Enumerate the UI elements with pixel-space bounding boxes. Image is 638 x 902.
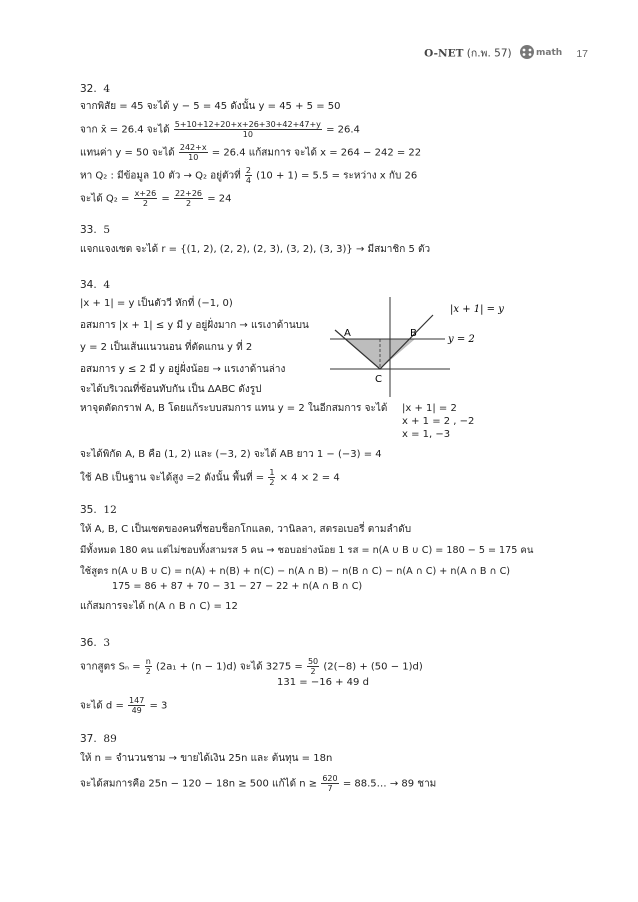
label-abs-equation: |x + 1| = y — [450, 304, 504, 315]
q35-number: 35. 12 — [80, 504, 117, 516]
label-a: A — [344, 328, 351, 339]
q34-graph — [330, 292, 580, 402]
q32-sub-fraction: $\frac{242+x}{10}$ — [179, 143, 207, 162]
logo-text: math — [535, 48, 563, 58]
q32-line2-result: = 26.4 — [326, 124, 360, 136]
q34-line5: จะได้บริเวณที่ซ้อนทับกัน เป็น ΔABC ดังรูป — [80, 384, 262, 395]
q35-line3: ใช้สูตร n(A ∪ B ∪ C) = n(A) + n(B) + n(C) − n(A ∩ B) − n(B ∩ C) − n(A ∩ C) + n(A ∩ B ∩ C) — [80, 566, 511, 577]
label-y2-equation: y = 2 — [448, 334, 475, 345]
q36-d-fraction: $\frac{147}{49}$ — [129, 696, 145, 715]
page-number: 17 — [576, 47, 588, 60]
q35-line2: มีทั้งหมด 180 คน แต่ไม่ชอบทั้งสามรส 5 คน → ชอบอย่างน้อย 1 รส = n(A ∪ B ∪ C) = 180 − 5 = 175 คน — [80, 545, 534, 556]
q33-number: 33. 5 — [80, 224, 111, 236]
q37-number: 37. 89 — [80, 733, 117, 745]
q34-line1: |x + 1| = y เป็นตัววี หักที่ (−1, 0) — [80, 298, 233, 309]
q32-mean-fraction: $\frac{5+10+12+20+x+26+30+42+47+y}{10}$ — [174, 120, 321, 139]
q36-number: 36. 3 — [80, 637, 111, 649]
q34-line7: จะได้พิกัด A, B คือ (1, 2) และ (−3, 2) จะได้ AB ยาว 1 − (−3) = 4 — [80, 449, 382, 460]
q32-num: 32. — [80, 83, 97, 95]
q35-line1: ให้ A, B, C เป็นเซตของคนที่ชอบช็อกโกแลต, วานิลลา, สตรอเบอรี่ ตามลำดับ — [80, 524, 412, 535]
q34-eq2: x + 1 = 2 , −2 — [402, 416, 475, 427]
q35-line4: 175 = 86 + 87 + 70 − 31 − 27 − 22 + n(A ∩ B ∩ C) — [112, 581, 363, 592]
q37-line2: จะได้สมการคือ 25n − 120 − 18n ≥ 500 แก้ได้ n ≥ $\frac{620}{7}$ = 88.5… → 89 ชาม — [80, 774, 437, 793]
q36-line1: จากสูตร Sₙ = $\frac{n}{2}$ (2a₁ + (n − 1)d) จะได้ 3275 = $\frac{50}{2}$ (2(−8) + (50 − 1)d) — [80, 657, 423, 676]
q34-half-fraction: $\frac{1}{2}$ — [269, 468, 275, 487]
q32-number — [80, 83, 110, 95]
q37-line1: ให้ n = จำนวนชาม → ขายได้เงิน 25n และ ต้นทุน = 18n — [80, 753, 333, 764]
q34-eq1: |x + 1| = 2 — [402, 403, 457, 414]
q32-median-fraction-2: $\frac{22+26}{2}$ — [174, 189, 203, 208]
q36-line3: จะได้ d = $\frac{147}{49}$ = 3 — [80, 696, 168, 715]
q36-line2: 131 = −16 + 49 d — [277, 677, 369, 688]
header-subtitle: (ก.พ. 57) — [466, 47, 512, 60]
q32-line1: จากพิสัย = 45 จะได้ y − 5 = 45 ดังนั้น y = 45 + 5 = 50 — [80, 101, 341, 112]
q34-eq3: x = 1, −3 — [402, 429, 451, 440]
q32-line2-text: จาก x̄ = 26.4 จะได้ — [80, 124, 170, 136]
q36-50-over-2: $\frac{50}{2}$ — [307, 657, 319, 676]
q32-answer: 4 — [103, 83, 111, 95]
q33-line1: แจกแจงเซต จะได้ r = {(1, 2), (2, 2), (2, 3), (3, 2), (3, 3)} → มีสมาชิก 5 ตัว — [80, 244, 431, 255]
q32-line4: หา Q₂ : มีข้อมูล 10 ตัว → Q₂ อยู่ตัวที่ $\frac{2}{4}$ (10 + 1) = 5.5 = ระหว่าง x กับ 26 — [80, 166, 418, 185]
q37-fraction: $\frac{620}{7}$ — [322, 774, 338, 793]
math-logo — [519, 44, 563, 63]
q32-median-fraction-1: $\frac{x+26}{2}$ — [134, 189, 157, 208]
label-b: B — [410, 328, 417, 339]
q34-number: 34. 4 — [80, 279, 111, 291]
q32-line2 — [80, 120, 360, 139]
q35-line5: แก้สมการจะได้ n(A ∩ B ∩ C) = 12 — [80, 601, 238, 612]
label-c: C — [375, 374, 382, 385]
q32-pos-fraction: $\frac{2}{4}$ — [245, 166, 251, 185]
q34-line2: อสมการ |x + 1| ≤ y มี y อยู่ฝั่งมาก → แรเงาด้านบน — [80, 320, 309, 331]
header-title: O-NET — [424, 47, 464, 60]
q34-line6: หาจุดตัดกราฟ A, B โดยแก้ระบบสมการ แทน y = 2 ในอีกสมการ จะได้ — [80, 403, 388, 414]
q36-n-over-2: $\frac{n}{2}$ — [145, 657, 151, 676]
q34-line4: อสมการ y ≤ 2 มี y อยู่ฝั่งน้อย → แรเงาด้านล่าง — [80, 364, 286, 375]
q34-line3: y = 2 เป็นเส้นแนวนอน ที่ตัดแกน y ที่ 2 — [80, 342, 253, 353]
q32-line5: จะได้ Q₂ = $\frac{x+26}{2}$ = $\frac{22+26}{2}$ = 24 — [80, 189, 232, 208]
q32-line3: แทนค่า y = 50 จะได้ $\frac{242+x}{10}$ = 26.4 แก้สมการ จะได้ x = 264 − 242 = 22 — [80, 143, 422, 162]
q34-line8: ใช้ AB เป็นฐาน จะได้สูง =2 ดังนั้น พื้นที่ = $\frac{1}{2}$ × 4 × 2 = 4 — [80, 468, 340, 487]
page-header — [424, 44, 588, 63]
